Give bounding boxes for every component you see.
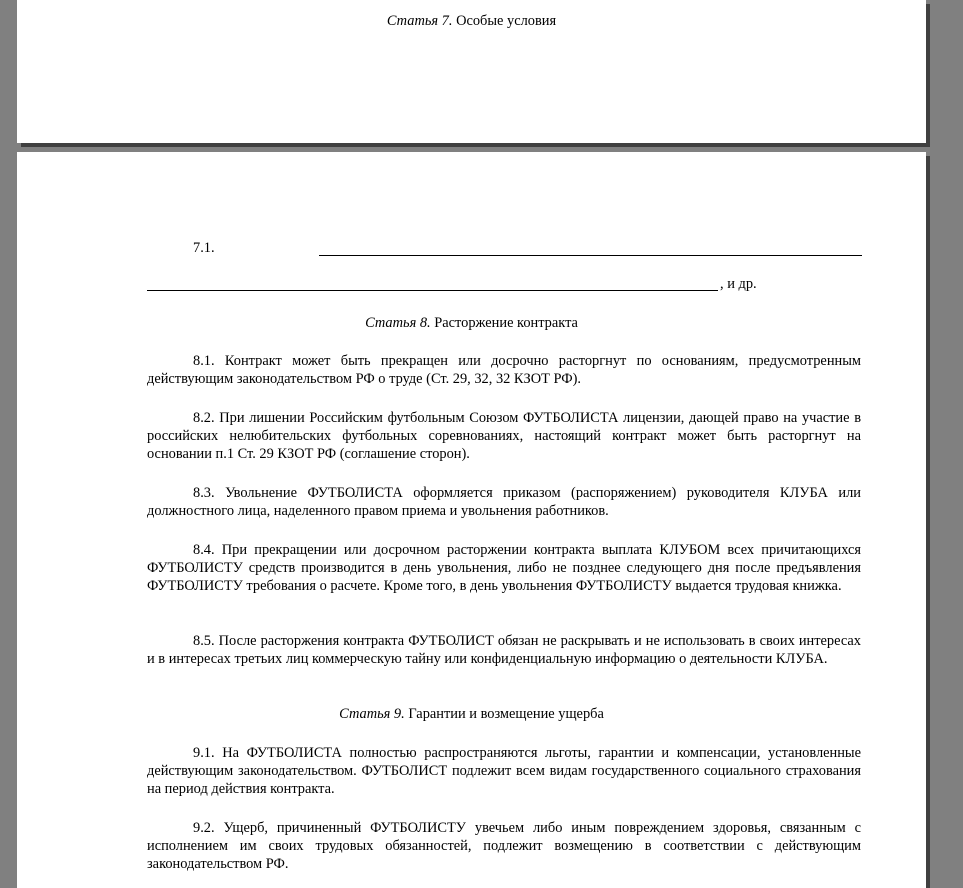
document-page-main [17,152,926,888]
paragraph-text: При лишении Российским футбольным Союзом ФУТБОЛИСТА лицензии, дающей право на участие в российских нелюбительских футбольных соревнованиях, настоящий контракт может быть расторгнут на основании п.1 Ст. 29 КЗОТ РФ (соглашение сторон). [147,410,861,462]
paragraph-8-5 [147,632,861,668]
document-page-top [17,0,926,143]
article9-heading [17,705,926,723]
paragraph-9-2 [147,819,861,873]
paragraph-number: 8.5. [193,633,215,649]
page-shadow [21,143,930,147]
paragraph-8-1 [147,352,861,388]
paragraph-8-4 [147,541,861,595]
paragraph-text: После расторжения контракта ФУТБОЛИСТ обязан не раскрывать и не использовать в своих интересах и в интересах третьих лиц коммерческую тайну или конфиденциальную информацию о деятельности КЛУБА. [147,633,861,667]
blank-line [147,290,718,291]
article9-label: Статья 9. [339,706,405,722]
article7-label: Статья 7. [386,13,453,29]
article8-label: Статья 8. [365,315,431,331]
paragraph-text: Увольнение ФУТБОЛИСТА оформляется приказом (распоряжением) руководителя КЛУБА или должностного лица, наделенного правом приема и увольнения работников. [147,485,861,519]
article8-heading [17,314,926,332]
item-7-1-suffix: , и др. [720,276,757,292]
item-7-1-number: 7.1. [193,240,215,256]
paragraph-number: 8.4. [193,542,215,558]
paragraph-number: 9.1. [193,745,215,761]
paragraph-number: 8.2. [193,410,215,426]
page-shadow [926,4,930,143]
paragraph-8-2 [147,409,861,463]
article7-title: Особые условия [456,13,557,29]
paragraph-number: 8.3. [193,485,215,501]
article8-title: Расторжение контракта [434,315,578,331]
article9-title: Гарантии и возмещение ущерба [408,706,604,722]
paragraph-8-3 [147,484,861,520]
paragraph-number: 9.2. [193,820,215,836]
paragraph-text: Контракт может быть прекращен или досрочно расторгнут по основаниям, предусмотренным действующим законодательством РФ о труде (Ст. 29, 32, 32 КЗОТ РФ). [147,353,861,387]
paragraph-text: При прекращении или досрочном расторжении контракта выплата КЛУБОМ всех причитающихся ФУТБОЛИСТУ средств производится в день увольнения, либо не позднее следующего дня после предъявления ФУТБОЛИСТУ требования о расчете. Кроме того, в день увольнения ФУТБОЛИСТУ выдается трудовая книжка. [147,542,861,594]
paragraph-9-1 [147,744,861,798]
paragraph-number: 8.1. [193,353,215,369]
article7-heading [17,12,926,30]
paragraph-text: На ФУТБОЛИСТА полностью распространяются льготы, гарантии и компенсации, установленные действующим законодательством. ФУТБОЛИСТ подлежит всем видам государственного социального страхования на период действия контракта. [147,745,861,797]
blank-line [319,255,862,256]
page-shadow [926,156,930,888]
paragraph-text: Ущерб, причиненный ФУТБОЛИСТУ увечьем либо иным повреждением здоровья, связанным с исполнением им своих трудовых обязанностей, подлежит возмещению в соответствии с действующим законодательством РФ. [147,820,861,872]
